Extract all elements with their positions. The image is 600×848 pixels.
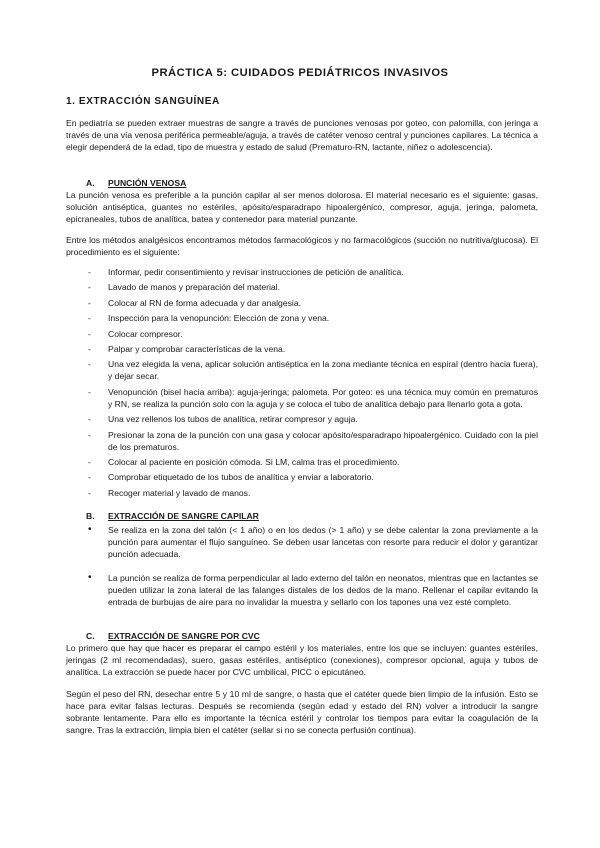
list-item: - Colocar compresor. (66, 328, 538, 340)
list-item: • La punción se realiza de forma perpendicular al lado externo del talón en neonatos, mientras que en lactantes se pueden utilizar la zona lateral de las falanges distales de los dedos de la mano. Rellenar el capilar evitando la entrada de burbujas de aire para no invalidar la muestra y sellarlo con los tapones una vez esté completo. (66, 572, 538, 608)
subsection-a-analgesia-paragraph: Entre los métodos analgésicos encontramos métodos farmacológicos y no farmacológicos (succión no nutritiva/glucosa). El procedimiento es el siguiente: (66, 235, 538, 257)
section-heading-extraccion: 1. EXTRACCIÓN SANGUÍNEA (66, 96, 220, 107)
subsection-a-heading (66, 177, 538, 189)
subsection-c-title: EXTRACCIÓN DE SANGRE POR CVC (108, 631, 260, 641)
list-item: - Una vez elegida la vena, aplicar solución antiséptica en la zona mediante técnica en espiral (dentro hacia fuera), y dejar secar. (66, 358, 538, 382)
document-title: PRÁCTICA 5: CUIDADOS PEDIÁTRICOS INVASIVOS (151, 67, 449, 79)
list-item: - Una vez rellenos los tubos de analítica, retirar compresor y aguja. (66, 413, 538, 425)
subsection-c-heading (66, 630, 538, 642)
list-item: - Recoger material y lavado de manos. (66, 487, 538, 499)
subsection-a-material-paragraph: La punción venosa es preferible a la punción capilar al ser menos dolorosa. El material necesario es el siguiente: gasas, solución antiséptica, guantes no estériles, apósito/esparadrapo hipoalergénico, compresor, aguja, jeringa, palometa, epicraneales, tubos de analítica, batea y contenedor para material punzante. (66, 190, 538, 224)
list-item: - Venopunción (bisel hacia arriba): aguja-jeringa; palometa. Por goteo: es una técnica muy común en prematuros y RN, se realiza la punción solo con la aguja y se coloca el tubo de analítica debajo para llenarlo gota a gota. (66, 386, 538, 410)
subsection-b (66, 510, 538, 608)
capilar-bullet-list (66, 524, 538, 608)
intro-paragraph: En pediatría se pueden extraer muestras de sangre a través de punciones venosas por goteo, con palomilla, con jeringa a través de una vía venosa periférica permeable/aguja, a través de catéter venoso central y punciones capilares. La técnica a elegir dependerá de la edad, tipo de muestra y estado de salud (Prematuro-RN, lactante, niñez o adolescencia). (66, 118, 538, 152)
list-item: - Lavado de manos y preparación del material. (66, 281, 538, 293)
list-item: - Informar, pedir consentimiento y revisar instrucciones de petición de analítica. (66, 266, 538, 278)
list-item: - Comprobar etiquetado de los tubos de analítica y enviar a laboratorio. (66, 471, 538, 483)
subsection-a-letter: A. (86, 178, 95, 188)
subsection-a-title: PUNCIÓN VENOSA (108, 178, 187, 188)
subsection-a (66, 177, 538, 502)
subsection-c-material-paragraph: Lo primero que hay que hacer es preparar el campo estéril y los materiales, entre los que se incluyen: guantes estériles, jeringas (2 ml recomendadas), suero, gasas estériles, antiséptico (conexiones), compresor opcional, aguja y tubos de analítica. La extracción se puede hacer por CVC umbilical, PICC o epicutáneo. (66, 643, 538, 677)
subsection-b-letter: B. (86, 511, 95, 521)
list-item: • Se realiza en la zona del talón (< 1 año) o en los dedos (> 1 año) y se debe calentar la zona previamente a la punción para aumentar el flujo sanguíneo. Se deben usar lancetas con resorte para reducir el dolor y garantizar punción adecuada. (66, 524, 538, 560)
list-item: - Presionar la zona de la punción con una gasa y colocar apósito/esparadrapo hipoalergénico. Cuidado con la piel de los prematuros. (66, 429, 538, 453)
section-intro (66, 117, 538, 153)
list-item: - Inspección para la venopunción: Elección de zona y vena. (66, 312, 538, 324)
list-item: - Colocar al RN de forma adecuada y dar analgesia. (66, 297, 538, 309)
subsection-c (66, 630, 538, 736)
list-item: - Palpar y comprobar características de la vena. (66, 343, 538, 355)
procedure-list (66, 266, 538, 499)
subsection-c-procedure-paragraph: Según el peso del RN, desechar entre 5 y 10 ml de sangre, o hasta que el catéter quede bien limpio de la infusión. Esto se hace para evitar falsas lecturas. Después se recomienda (según edad y estado del RN) volver a introducir la sangre sobrante lentamente. Para ello es importante la técnica estéril y controlar los tiempos para evitar la coagulación de la sangre. Tras la extracción, limpia bien el catéter (sellar si no se conecta perfusión continua). (66, 689, 538, 735)
list-item: - Colocar al paciente en posición cómoda. Si LM, calma tras el procedimiento. (66, 456, 538, 468)
subsection-b-heading (66, 510, 538, 522)
subsection-b-title: EXTRACCIÓN DE SANGRE CAPILAR (108, 511, 259, 521)
subsection-c-letter: C. (86, 631, 95, 641)
